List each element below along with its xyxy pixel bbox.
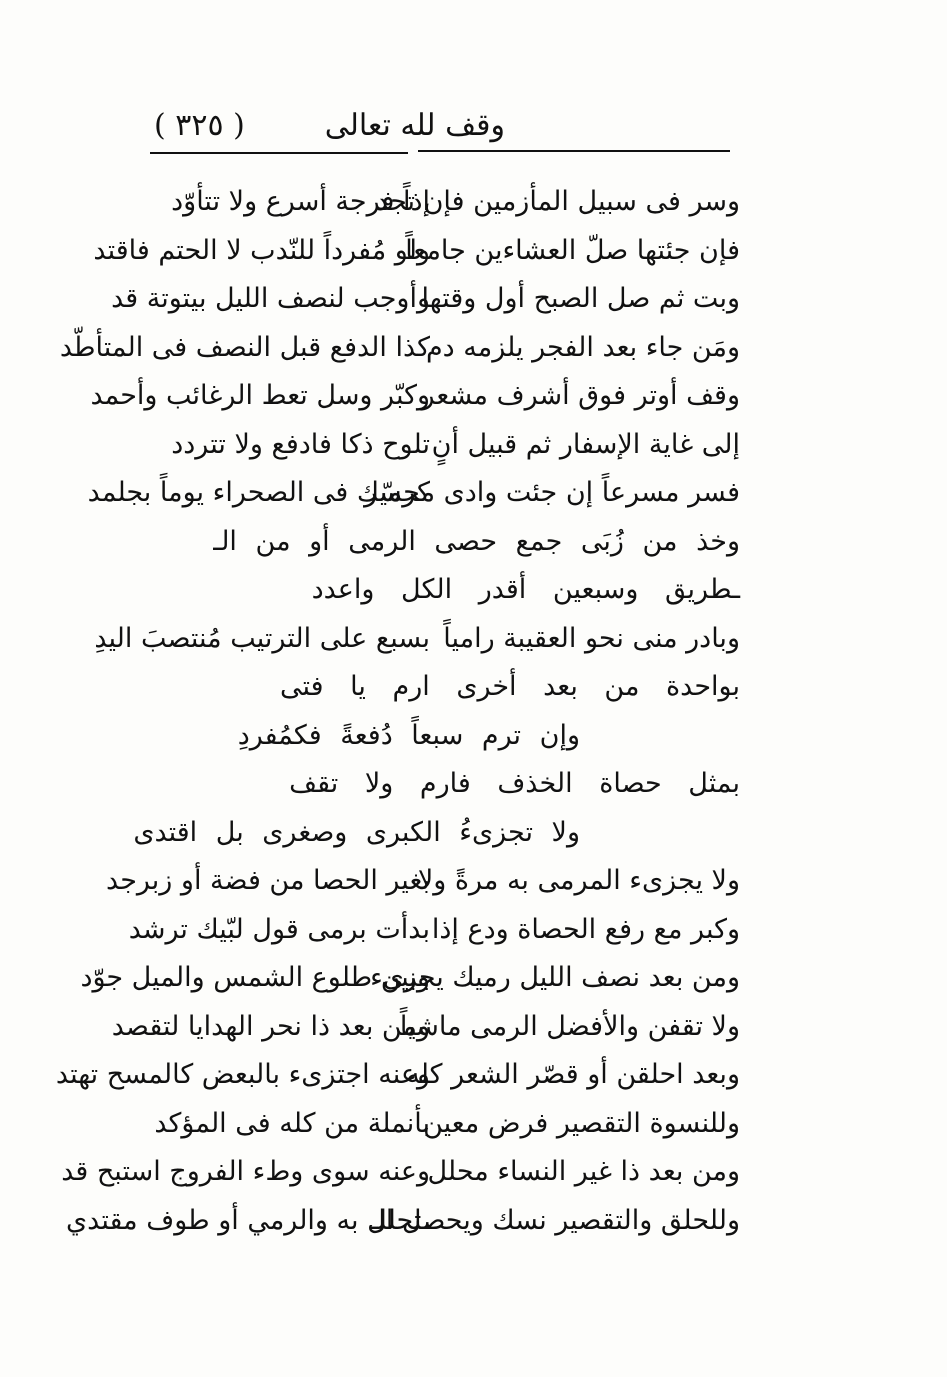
verse-line-full — [133, 809, 740, 858]
verse-line — [94, 615, 740, 664]
second-hemistich: وعنه سوى وطء الفروج استبح قد — [61, 1156, 430, 1187]
second-hemistich: وأوجب لنصف الليل بيتوتة قد — [111, 283, 430, 314]
first-hemistich: وللحلق والتقصير نسك ويحصل الـ — [369, 1204, 740, 1236]
second-hemistich: وبين طلوع الشمس والميل جوّد — [80, 962, 430, 993]
second-hemistich: إذاً فرجة أسرع ولا تتأوّد — [171, 186, 430, 217]
header-rule-right — [418, 150, 730, 152]
verse-line-full — [140, 712, 740, 761]
verse-line — [140, 1100, 740, 1149]
first-hemistich: إلى غاية الإسفار ثم قبيل أنٍ — [431, 428, 740, 460]
first-hemistich: وكبر مع رفع الحصاة ودع إذا — [431, 913, 740, 945]
first-hemistich: ولا يجزىء المرمى به مرةً ولا — [417, 865, 740, 896]
first-hemistich: ولا تقفن والأفضل الرمى ماشياً — [399, 1010, 740, 1042]
first-hemistich: وبت ثم صل الصبح أول وقتها — [421, 283, 740, 314]
second-hemistich: تلوح ذكا فادفع ولا تتردد — [171, 428, 430, 460]
second-hemistich: بسبع على الترتيب مُنتصبَ اليدِ — [94, 622, 430, 654]
verse-line — [59, 324, 740, 373]
verse-line — [80, 954, 740, 1003]
second-hemistich: وعنه اجتزىء بالبعض كالمسح تهتد — [55, 1059, 430, 1090]
verse-text: وإن ترم سبعاً دُفعةً فكمُفردِ — [237, 719, 580, 751]
first-hemistich: ومَن جاء بعد الفجر يلزمه دم — [425, 331, 740, 363]
first-hemistich: وبادر منى نحو العقيبة رامياً — [443, 622, 740, 654]
verse-line — [93, 227, 740, 276]
verse-block — [55, 178, 740, 1245]
first-hemistich: وقف أوتر فوق أشرف مشعر — [421, 380, 740, 411]
first-hemistich: فإن جئتها صلّ العشاءين جامعاً — [405, 234, 740, 266]
verse-line — [106, 857, 740, 906]
second-hemistich: ـتحلل به والرمي أو طوف مقتدي — [66, 1204, 430, 1236]
second-hemistich: كذا الدفع قبل النصف فى المتأطّد — [59, 331, 430, 363]
running-title: وقف لله تعالى — [324, 108, 505, 143]
verse-text: ولا تجزىءُ الكبرى وصغرى بل اقتدى — [133, 816, 580, 848]
verse-line — [90, 372, 740, 421]
verse-line-full — [140, 663, 740, 712]
verse-text: وخذ من زُبَى جمع حصى الرمى أو من الـ — [213, 525, 740, 557]
second-hemistich: وكبّر وسل تعط الرغائب وأحمد — [90, 380, 430, 411]
header-rule-left — [150, 152, 408, 154]
verse-text: بواحدة من بعد أخرى ارم يا فتى — [280, 671, 740, 702]
page-number: ( ٣٢٥ ) — [154, 108, 245, 143]
first-hemistich: ومن بعد ذا غير النساء محلل — [427, 1156, 740, 1187]
verse-text: ـطريق وسبعين أقدر الكل واعدد — [311, 574, 740, 605]
verse-line — [87, 469, 740, 518]
verse-line — [128, 906, 740, 955]
verse-line-full — [140, 760, 740, 809]
first-hemistich: وللنسوة التقصير فرض معين — [423, 1107, 740, 1139]
second-hemistich: بغير الحصا من فضة أو زبرجد — [106, 865, 430, 896]
second-hemistich: ومن بعد ذا نحر الهدايا لتقصد — [111, 1010, 430, 1042]
second-hemistich: كرميك فى الصحراء يوماً بجلمد — [87, 477, 430, 508]
first-hemistich: وبعد احلقن أو قصّر الشعر كله — [406, 1059, 740, 1090]
verse-line — [55, 1051, 740, 1100]
first-hemistich: وسر فى سبيل المأزمين فإن تجد — [375, 186, 740, 217]
second-hemistich: بدأت برمى قول لبّيك ترشد — [128, 913, 430, 945]
second-hemistich: ولو مُفرداً للنّدب لا الحتم فاقتد — [93, 234, 430, 266]
first-hemistich: فسر مسرعاً إن جئت وادى محسّر — [364, 477, 740, 508]
verse-line — [66, 1197, 740, 1246]
verse-line — [140, 178, 740, 227]
second-hemistich: بأنملة من كله فى المؤكد — [154, 1107, 430, 1139]
page-header — [150, 100, 730, 150]
verse-text: بمثل حصاة الخذف فارم ولا تقف — [289, 768, 740, 799]
verse-line-full — [140, 518, 740, 567]
verse-line — [61, 1148, 740, 1197]
verse-line — [140, 421, 740, 470]
verse-line — [111, 1003, 740, 1052]
first-hemistich: ومن بعد نصف الليل رميك يجزىء — [370, 962, 740, 993]
verse-line-full — [140, 566, 740, 615]
verse-line — [111, 275, 740, 324]
